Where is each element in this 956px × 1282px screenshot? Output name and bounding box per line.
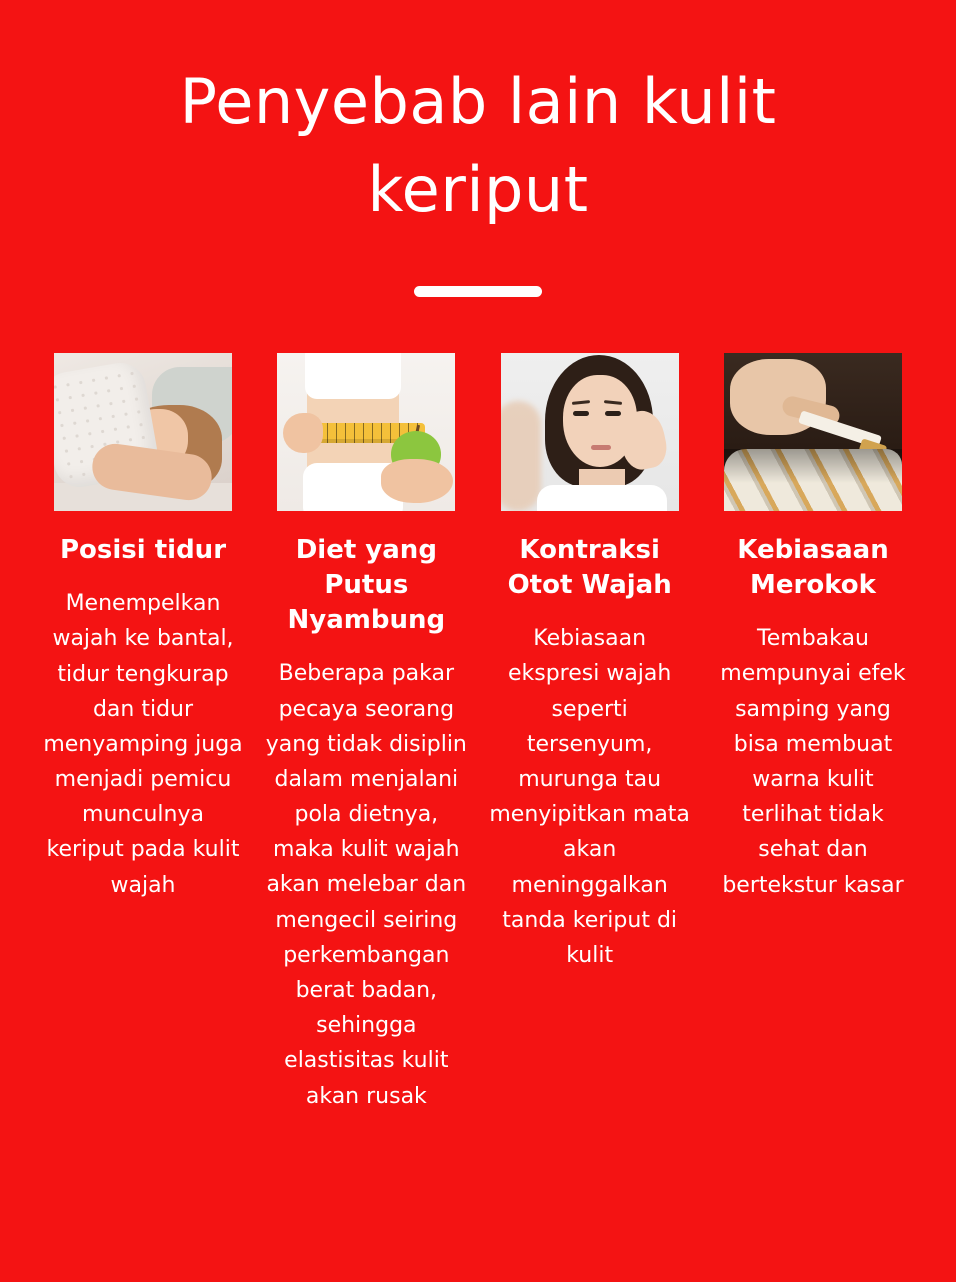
card-title: Diet yang Putus Nyambung xyxy=(287,535,446,636)
card-body: Menempelkan wajah ke bantal, tidur tengkurap dan tidur menyamping juga menjadi pemicu munculnya keriput pada kulit wajah xyxy=(43,591,243,898)
waist-measuring-tape-apple-photo xyxy=(277,353,455,511)
card-title: Kebiasaan Merokok xyxy=(737,535,889,601)
cigarette-in-hand-photo xyxy=(724,353,902,511)
card-body: Kebiasaan ekspresi wajah seperti tersenyum, murunga tau menyipitkan mata akan meninggalkan tanda keriput di kulit xyxy=(489,626,690,968)
card-body: Beberapa pakar pecaya seorang yang tidak disiplin dalam menjalani pola dietnya, maka kulit wajah akan melebar dan mengecil seiring perkembangan berat badan, sehingga elastisitas kulit akan rusak xyxy=(265,661,467,1109)
page-title: Penyebab lain kulit keriput xyxy=(179,65,777,227)
cards-row xyxy=(40,353,916,1114)
card-title: Kontraksi Otot Wajah xyxy=(507,535,672,601)
card-diet-putus-nyambung xyxy=(263,353,469,1114)
card-title: Posisi tidur xyxy=(59,535,227,566)
woman-touching-face-photo xyxy=(501,353,679,511)
card-kontraksi-otot-wajah xyxy=(487,353,693,973)
sleeping-girl-photo xyxy=(54,353,232,511)
card-kebiasaan-merokok xyxy=(710,353,916,903)
card-body: Tembakau mempunyai efek samping yang bisa membuat warna kulit terlihat tidak sehat dan bertekstur kasar xyxy=(720,626,906,898)
card-posisi-tidur xyxy=(40,353,246,903)
title-divider xyxy=(414,286,542,297)
